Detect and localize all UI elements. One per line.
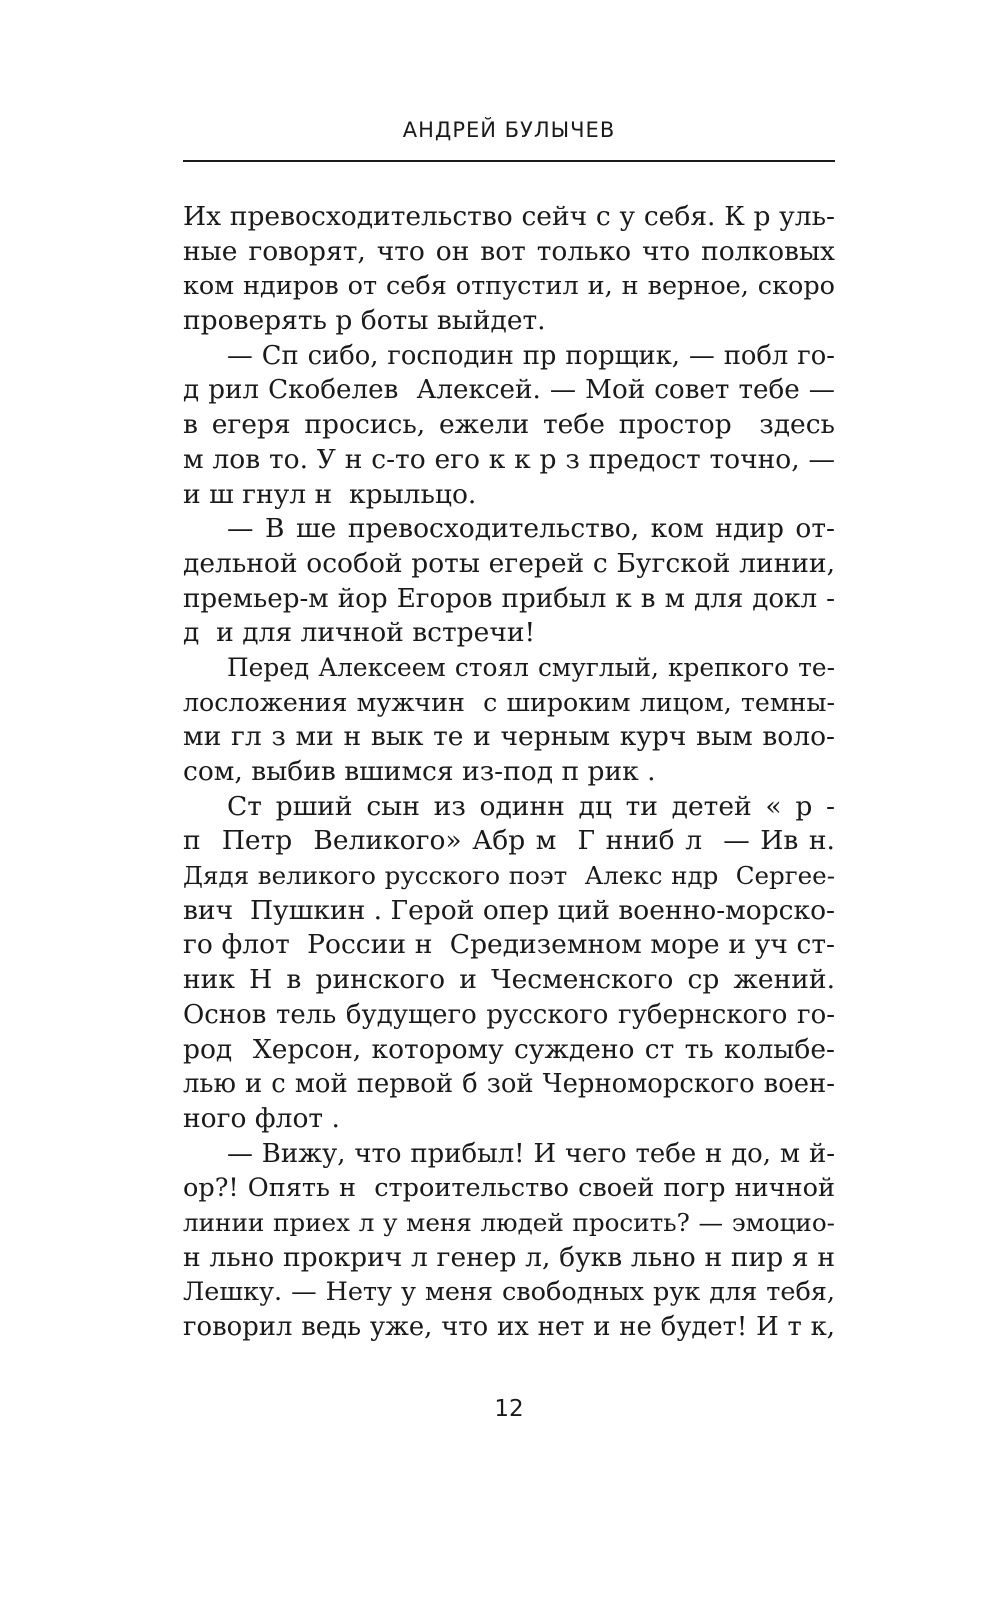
text-line: лью и с мой первой б зой Черноморского воен- bbox=[183, 1069, 835, 1100]
text-line: род Херсон, которому суждено ст ть колыбе- bbox=[183, 1033, 835, 1065]
text-line: премьер-м йор Егоров прибыл к в м для докл - bbox=[183, 583, 835, 614]
text-line: ного флот . bbox=[183, 1102, 340, 1134]
text-line: д рил Скобелев Алексей. — Мой совет тебе — bbox=[183, 375, 835, 406]
text-line: Дядя великого русского поэт Алекс ндр Сергее- bbox=[183, 861, 835, 891]
text-line: м лов то. У н с-то его к к р з предост точно, — bbox=[183, 443, 835, 475]
text-line: ми гл з ми н вык те и черным курч вым воло- bbox=[183, 721, 835, 753]
text-line: дельной особой роты егерей с Бугской линии, bbox=[183, 547, 835, 579]
text-line: Лешку. — Нету у меня свободных рук для тебя, bbox=[183, 1277, 835, 1308]
text-line: — В ше превосходительство, ком ндир от- bbox=[227, 513, 835, 545]
text-line: Их превосходительство сейч с у себя. К р уль- bbox=[183, 201, 835, 232]
text-line: лосложения мужчин с широким лицом, темны- bbox=[183, 687, 835, 717]
text-line: Перед Алексеем стоял смуглый, крепкого те- bbox=[227, 652, 835, 682]
running-head: АНДРЕЙ БУЛЫЧЕВ bbox=[402, 118, 616, 142]
text-line: д и для личной встречи! bbox=[183, 617, 536, 649]
text-line: линии приех л у меня людей просить? — эмоцио- bbox=[183, 1207, 835, 1237]
text-line: ком ндиров от себя отпустил и, н верное, скоро bbox=[183, 271, 835, 302]
text-line: го флот России н Средиземном море и уч ст- bbox=[183, 929, 835, 961]
text-line: — Сп сибо, господин пр порщик, — побл го- bbox=[227, 340, 835, 371]
text-line: — Вижу, что прибыл! И чего тебе н до, м й- bbox=[227, 1138, 835, 1169]
text-line: сом, выбив вшимся из-под п рик . bbox=[183, 756, 656, 787]
text-line: Основ тель будущего русского губернского го- bbox=[183, 999, 835, 1030]
text-line: п Петр Великого» Абр м Г нниб л — Ив н. bbox=[183, 825, 835, 857]
text-line: ные говорят, что он вот только что полковых bbox=[183, 235, 835, 267]
text-line: вич Пушкин . Герой опер ций военно-морско- bbox=[183, 894, 835, 926]
text-line: ор?! Опять н строительство своей погр ничной bbox=[183, 1173, 835, 1204]
header-rule bbox=[183, 160, 835, 162]
text-line: и ш гнул н крыльцо. bbox=[183, 478, 477, 510]
text-line: Ст рший сын из одинн дц ти детей « р - bbox=[227, 790, 835, 822]
text-line: н льно прокрич л генер л, букв льно н пир я н bbox=[183, 1241, 835, 1273]
text-line: проверять р боты выйдет. bbox=[183, 305, 546, 337]
text-line: говорил ведь уже, что их нет и не будет! И т к, bbox=[183, 1312, 835, 1342]
text-line: ник Н в ринского и Чесменского ср жений. bbox=[183, 964, 835, 996]
page-number: 12 bbox=[494, 1396, 524, 1422]
text-line: в егеря просись, ежели тебе простор здесь bbox=[183, 409, 835, 441]
body-text bbox=[183, 200, 835, 1345]
